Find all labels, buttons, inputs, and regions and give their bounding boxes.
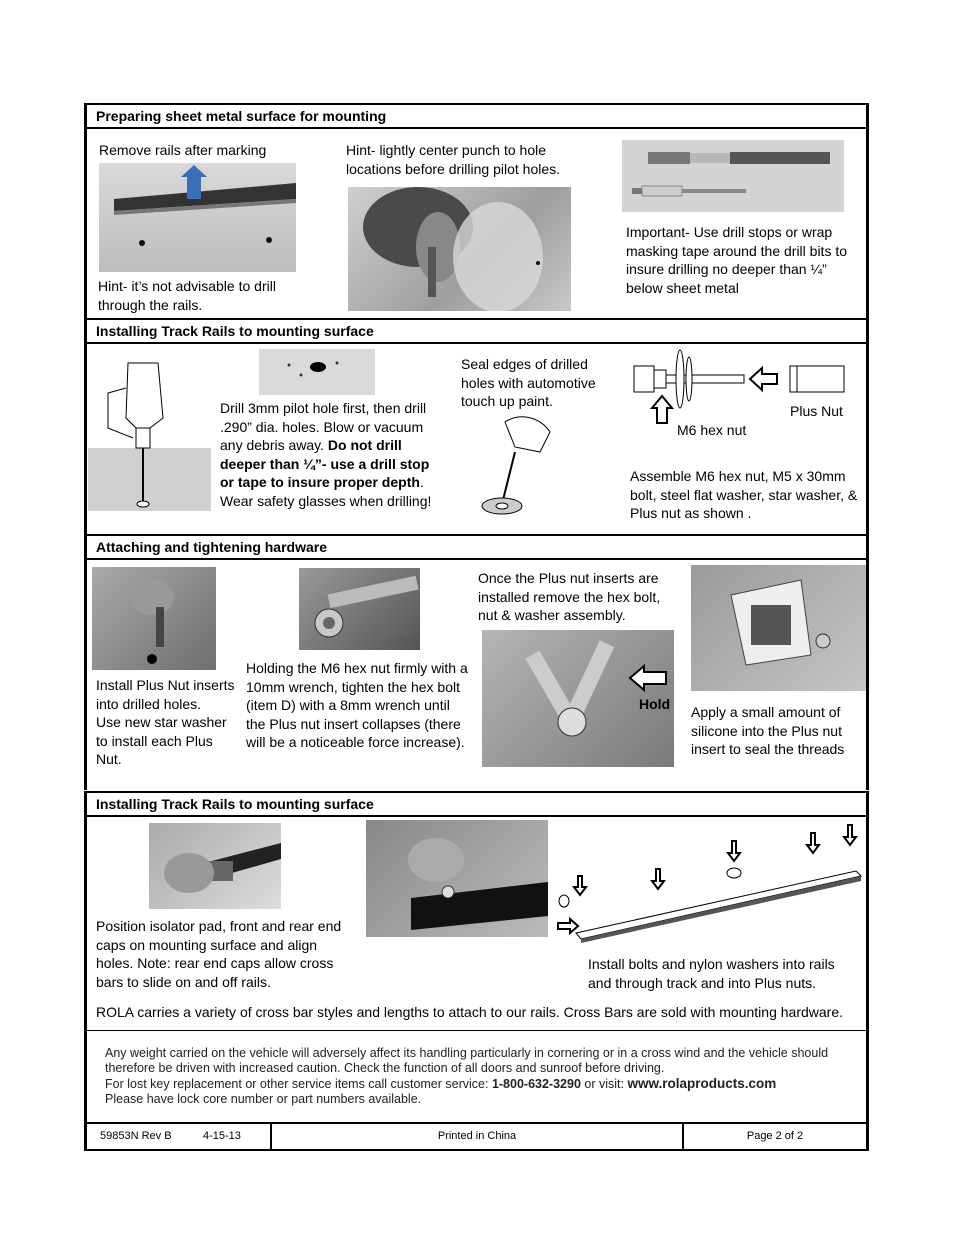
section-header-preparing: Preparing sheet metal surface for mounting	[84, 103, 869, 129]
website-link[interactable]: www.rolaproducts.com	[627, 1076, 777, 1091]
footer-part-number: 59853N Rev B	[100, 1130, 172, 1142]
hint-punch-text: Hint- lightly center punch to hole locations before drilling pilot holes.	[346, 142, 561, 177]
rola-crossbar-text: ROLA carries a variety of cross bar styles and lengths to attach to our rails. Cross Bars are sold with mounting hardware.	[96, 1004, 843, 1020]
touchup-paint-illustration	[480, 412, 560, 518]
notice-weight: Any weight carried on the vehicle will adversely affect its handling particularly in cornering or in a cross wind and the vehicle should therefore be driven with increased caution. Check the function of all doors and sunroof before driving.	[105, 1046, 829, 1075]
drill-instructions	[220, 399, 445, 510]
hold-label: Hold	[639, 696, 671, 712]
notice-service-pre: For lost key replacement or other service items call customer service:	[105, 1077, 492, 1091]
rail-bolts-photo	[366, 820, 548, 937]
hex-nut-label: M6 hex nut	[677, 422, 747, 438]
install-plus-nut-photo	[92, 567, 216, 670]
install-plus-nut-text: Install Plus Nut inserts into drilled holes. Use new star washer to install each Plus Nut.	[96, 677, 235, 767]
notice-service	[105, 1076, 840, 1092]
drill-text: Drill 3mm pilot hole first, then drill .290” dia. holes. Blow or vacuum any debris away.	[220, 400, 427, 453]
section-header-installing-track: Installing Track Rails to mounting surface	[84, 318, 869, 344]
drill-bits-photo	[622, 140, 844, 212]
remove-rails-caption: Remove rails after marking	[99, 142, 267, 158]
center-punch-photo	[348, 187, 571, 311]
drill-warning: Do not drill deeper than ¼”- use a drill stop or tape to insure proper depth	[220, 437, 430, 490]
footer-printed: Printed in China	[437, 1130, 517, 1142]
silicone-photo	[691, 565, 866, 691]
install-bolts-text: Install bolts and nylon washers into rails and through track and into Plus nuts.	[588, 956, 835, 991]
footer-printed-cell	[270, 1122, 684, 1151]
plus-nut-label: Plus Nut	[790, 403, 843, 419]
footer-date: 4-15-13	[203, 1130, 241, 1142]
holding-text: Holding the M6 hex nut firmly with a 10mm wrench, tighten the hex bolt (item D) with a 8mm wrench until the Plus nut insert collapses (there will be a noticeable force increase).	[246, 660, 468, 750]
assemble-text: Assemble M6 hex nut, M5 x 30mm bolt, steel flat washer, star washer, & Plus nut as shown .	[630, 468, 858, 521]
drill-illustration	[88, 358, 211, 511]
section-header-installing-track-2: Installing Track Rails to mounting surface	[84, 791, 869, 817]
notice-block	[105, 1046, 840, 1107]
notice-lock-core: Please have lock core number or part numbers available.	[105, 1092, 422, 1106]
remove-rails-photo	[99, 163, 296, 272]
wrench-photo	[299, 568, 420, 650]
section-header-attaching: Attaching and tightening hardware	[84, 534, 869, 560]
notice-divider	[84, 1030, 869, 1031]
isolator-pad-photo	[149, 823, 281, 909]
important-text: Important- Use drill stops or wrap masking tape around the drill bits to insure drilling no deeper than ¼” below sheet metal	[626, 224, 848, 296]
footer-page-number: Page 2 of 2	[746, 1130, 804, 1142]
position-isolator-text: Position isolator pad, front and rear end caps on mounting surface and align holes. Note: rear end caps allow cross bars to slide on and off rails.	[96, 918, 342, 990]
notice-service-mid: or visit:	[580, 1077, 628, 1091]
footer-page-cell	[682, 1122, 869, 1151]
footer-part-cell	[84, 1122, 272, 1151]
remove-assembly-text: Once the Plus nut inserts are installed remove the hex bolt, nut & washer assembly.	[478, 570, 661, 623]
phone-number: 1-800-632-3290	[491, 1077, 581, 1091]
hint-drill-text: Hint- it’s not advisable to drill through the rails.	[98, 278, 276, 313]
drill-tail: . Wear safety glasses when drilling!	[220, 474, 432, 509]
pilot-hole-photo	[259, 349, 375, 395]
silicone-text: Apply a small amount of silicone into the Plus nut insert to seal the threads	[691, 704, 845, 757]
rail-assembly-diagram	[556, 821, 864, 946]
seal-edges-text: Seal edges of drilled holes with automotive touch up paint.	[461, 356, 596, 409]
